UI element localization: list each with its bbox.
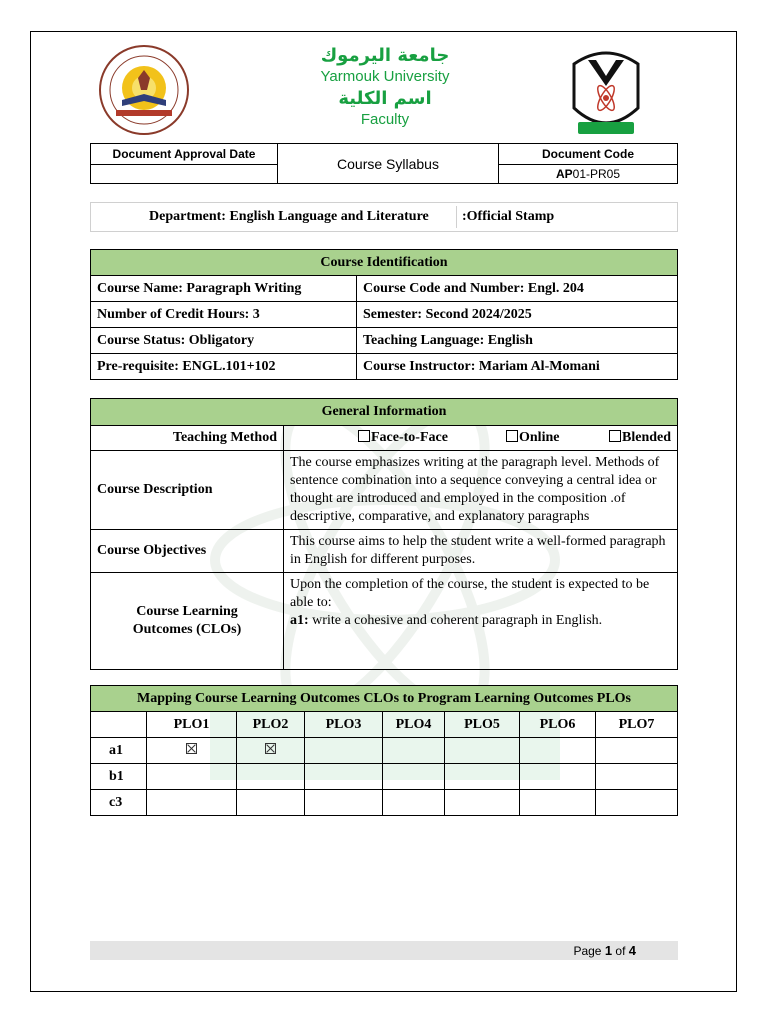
clo-a1 bbox=[290, 612, 671, 630]
course-identification-title: Course Identification bbox=[91, 250, 678, 276]
credit-hours: Number of Credit Hours: 3 bbox=[91, 302, 357, 328]
document-code-prefix: AP bbox=[555, 167, 573, 181]
mapping-cell[interactable] bbox=[305, 790, 383, 816]
clo-plo-mapping-table bbox=[90, 685, 678, 816]
department-box bbox=[90, 202, 678, 232]
department-label: Department: English Language and Literature bbox=[149, 209, 429, 224]
course-instructor: Course Instructor: Mariam Al-Momani bbox=[357, 354, 678, 380]
mapping-title: Mapping Course Learning Outcomes CLOs to Program Learning Outcomes PLOs bbox=[91, 686, 678, 712]
plo-header: PLO7 bbox=[596, 712, 678, 738]
mapping-cell[interactable] bbox=[147, 790, 237, 816]
blended-checkbox[interactable] bbox=[609, 430, 621, 442]
mapping-row bbox=[91, 790, 678, 816]
page-total: 4 bbox=[628, 943, 636, 958]
page-footer bbox=[90, 941, 678, 960]
mapping-cell[interactable] bbox=[237, 764, 305, 790]
mapping-cell[interactable] bbox=[383, 764, 445, 790]
course-name: Course Name: Paragraph Writing bbox=[91, 276, 357, 302]
general-information-table bbox=[90, 398, 678, 670]
teaching-method-options bbox=[284, 426, 678, 451]
course-objectives-text: This course aims to help the student write a well-formed paragraph in English for different purposes. bbox=[284, 530, 678, 573]
mapping-corner-cell bbox=[91, 712, 147, 738]
plo-header: PLO1 bbox=[147, 712, 237, 738]
quality-center-logo-icon bbox=[98, 44, 190, 136]
document-code-label: Document Code bbox=[499, 144, 678, 165]
mapping-cell[interactable] bbox=[445, 790, 520, 816]
document-title: Course Syllabus bbox=[278, 144, 499, 184]
clo-text bbox=[284, 573, 678, 670]
checked-box-icon bbox=[265, 743, 276, 754]
clo-row-label: b1 bbox=[91, 764, 147, 790]
mapping-cell[interactable] bbox=[596, 738, 678, 764]
course-code: Course Code and Number: Engl. 204 bbox=[357, 276, 678, 302]
clo-label-line2: Outcomes (CLOs) bbox=[132, 622, 242, 637]
mapping-cell[interactable] bbox=[237, 790, 305, 816]
approval-date-label: Document Approval Date bbox=[91, 144, 278, 165]
plo-header: PLO3 bbox=[305, 712, 383, 738]
course-objectives-label: Course Objectives bbox=[91, 530, 284, 573]
teaching-language: Teaching Language: English bbox=[357, 328, 678, 354]
face-to-face-checkbox[interactable] bbox=[358, 430, 370, 442]
mapping-cell[interactable] bbox=[596, 790, 678, 816]
online-label: Online bbox=[519, 430, 560, 445]
of-word: of bbox=[615, 944, 626, 958]
university-header bbox=[270, 44, 500, 130]
clo-label bbox=[91, 573, 284, 670]
clo-intro: Upon the completion of the course, the student is expected to be able to: bbox=[290, 577, 650, 610]
checked-box-icon bbox=[186, 743, 197, 754]
page-word: Page bbox=[573, 944, 602, 958]
method-online[interactable] bbox=[506, 430, 559, 446]
mapping-cell[interactable] bbox=[445, 738, 520, 764]
mapping-cell[interactable] bbox=[147, 764, 237, 790]
face-to-face-label: Face-to-Face bbox=[371, 430, 448, 445]
mapping-cell[interactable] bbox=[305, 764, 383, 790]
course-description-label: Course Description bbox=[91, 451, 284, 530]
document-code-suffix: 01-PR05 bbox=[572, 167, 621, 181]
pre-requisite: Pre-requisite: ENGL.101+102 bbox=[91, 354, 357, 380]
faculty-name-en: Faculty bbox=[360, 111, 410, 128]
course-identification-table bbox=[90, 249, 678, 380]
mapping-cell[interactable] bbox=[305, 738, 383, 764]
mapping-row bbox=[91, 738, 678, 764]
mapping-cell[interactable] bbox=[520, 790, 596, 816]
method-blended[interactable] bbox=[609, 430, 671, 446]
course-description-text: The course emphasizes writing at the paragraph level. Methods of sentence combination into a sequence conveying a central idea or thought are introduced and employed in the composition .of descriptive, comparative, and explanatory paragraphs bbox=[284, 451, 678, 530]
mapping-cell[interactable] bbox=[147, 738, 237, 764]
teaching-method-label: Teaching Method bbox=[91, 426, 284, 451]
clo-a1-code: a1: bbox=[290, 613, 309, 628]
clo-a1-text: write a cohesive and coherent paragraph in English. bbox=[308, 613, 603, 628]
online-checkbox[interactable] bbox=[506, 430, 518, 442]
plo-header: PLO5 bbox=[445, 712, 520, 738]
document-code-value bbox=[499, 165, 678, 184]
blended-label: Blended bbox=[622, 430, 672, 445]
plo-header: PLO6 bbox=[520, 712, 596, 738]
faculty-name-ar: اسم الكلية bbox=[338, 88, 432, 109]
clo-row-label: a1 bbox=[91, 738, 147, 764]
clo-label-line1: Course Learning bbox=[136, 604, 238, 619]
mapping-cell[interactable] bbox=[237, 738, 305, 764]
course-status: Course Status: Obligatory bbox=[91, 328, 357, 354]
semester: Semester: Second 2024/2025 bbox=[357, 302, 678, 328]
clo-row-label: c3 bbox=[91, 790, 147, 816]
university-name-ar: جامعة اليرموك bbox=[320, 45, 450, 66]
mapping-cell[interactable] bbox=[520, 738, 596, 764]
yarmouk-university-logo-icon bbox=[566, 46, 646, 142]
department-divider bbox=[456, 206, 457, 228]
university-name-en: Yarmouk University bbox=[320, 68, 450, 85]
page-current: 1 bbox=[604, 943, 613, 958]
mapping-cell[interactable] bbox=[445, 764, 520, 790]
official-stamp-label: :Official Stamp bbox=[462, 209, 555, 224]
mapping-row bbox=[91, 764, 678, 790]
plo-header: PLO4 bbox=[383, 712, 445, 738]
approval-date-value bbox=[91, 165, 278, 184]
plo-header: PLO2 bbox=[237, 712, 305, 738]
mapping-cell[interactable] bbox=[596, 764, 678, 790]
document-header-table bbox=[90, 143, 678, 184]
page-number bbox=[573, 943, 636, 958]
mapping-cell[interactable] bbox=[520, 764, 596, 790]
general-information-title: General Information bbox=[91, 399, 678, 426]
mapping-cell[interactable] bbox=[383, 790, 445, 816]
method-face-to-face[interactable] bbox=[358, 430, 448, 446]
mapping-cell[interactable] bbox=[383, 738, 445, 764]
